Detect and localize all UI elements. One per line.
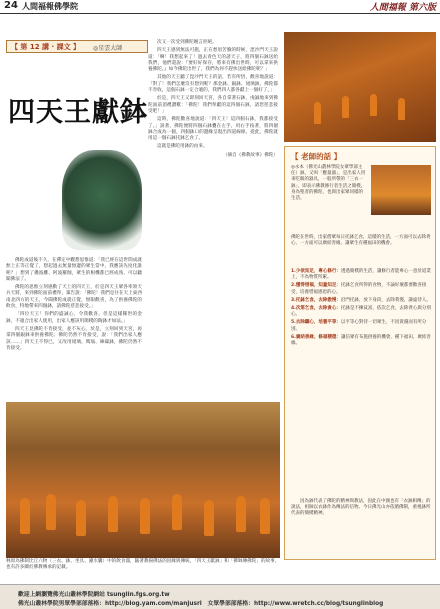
article-column-1 [6, 258, 142, 354]
paragraph: 四天王見佛陀不肯接受，並不灰心，於是，立刻回到天宮，再拿四個銀鉢來供養佛陀；佛陀仍然不肯接受，說：「我們出家人應該……」四天王不得已，又改用琉璃、瑪瑙、硨磲鉢，佛陀仍然不肯接受。 [6, 326, 142, 351]
paragraph: 「四位天王！你們的盛誠心，令我歡喜。但是這樣稀世的金鉢，不適合出家人使用，出家人應該用簡樸的陶鉢才如法。」 [6, 312, 142, 324]
monks-photo-top [284, 32, 436, 142]
list-item-title: 3.托鉢乞食，去除傲慢： [291, 297, 341, 303]
monk-figure [260, 498, 270, 534]
lesson-box [6, 40, 148, 53]
teacher-intro-2: 佛陀在世時，出家僧眾每日托鉢乞食，這樣的生活，一方面可以去除貪心，一方面可以廣結善緣，讓眾生有種福田的機會。 [291, 235, 431, 247]
list-item [291, 320, 431, 332]
photo-caption: 林原為佛制比丘六物（三衣、鉢、坐具、濾水囊）中的飲食器，隨著教揚佛法的因緣與傳統，「四天王獻鉢」和「佛缽傳佛陀」的故事，也有許多關於佛教傳承的記載。 [6, 559, 280, 570]
monk-figure [236, 496, 246, 532]
list-item [291, 269, 431, 281]
teacher-points-list [291, 269, 431, 349]
footer-blog-line[interactable]: 佛光山叢林學院男眾學部部落格：http://blog.yam.com/manjusri 女眾學部部落格：http://www.wretch.cc/blog/tsunglinblog [18, 601, 384, 607]
list-item-title: 4.次第乞食，去除貪心： [291, 306, 341, 312]
monk-figure [108, 496, 118, 532]
paragraph: 次又一次受到佛陀婉言拒絕。 [157, 40, 217, 45]
list-item [291, 298, 431, 304]
monk-figure [172, 494, 182, 530]
list-item-text: 讓信眾有布施供養的機會，種下福田，廣結善緣。 [291, 334, 431, 347]
source-note: （摘自《佛教故事》佛陀） [222, 152, 278, 158]
teacher-outro: 因為鉢代表了佛陀的精神與教法，因此在中國也有「衣鉢相傳」的說法，祖師以衣鉢作為傳法的信物。今日佛光山亦依循佛制，重視鉢所代表的簡樸精神。 [291, 499, 431, 517]
monk-figure [342, 96, 349, 118]
paragraph: 這時，佛陀歡喜地說道：「四天王！這四個石鉢，我都接受了。」說著，佛陀便將四個石鉢疊在左手，用右手按著，將四個鉢合成為一個，四個鉢口的邊緣呈現出四道線條。從此，佛陀就用這一個石鉢托鉢乞食了。 [148, 117, 278, 142]
paragraph: 佛陀的思惟立刻感動了天上的四天王，於是四天王眾各率領天兵天將，來到佛陀面前禮拜，稟告說：「佛陀！我們是住在天上東西南北四方的天王，今聞佛陀成就正覺，無限歡喜，為了供養佛陀的飲食，特地帶來四個鉢，請佛陀慈悲接受。」 [6, 285, 142, 310]
monk-figure [140, 498, 150, 534]
statue-image [62, 150, 142, 250]
page-footer [0, 584, 440, 609]
paragraph: 於是，四天王又即刻回天宮，各自拿著石鉢，虔誠地來到佛陀面前頂禮讚歎：「佛陀！我們奉獻的這四個石鉢，請您慈悲接受吧！」 [148, 96, 278, 114]
list-item-title: 5.去除驕心，培養平等： [291, 320, 341, 326]
monk-figure [370, 94, 377, 116]
list-item-title: 2.懂得惜福，知量知足： [291, 283, 341, 289]
list-item [291, 306, 431, 318]
monk-figure [204, 500, 214, 536]
paragraph: 四天王感到無法可施，正在愁眉苦臉的時候，毘沙門天王說道：「啊！我想起來了！過去青色天的諸天子，將四個石鉢送給我們，他們還說：『要好好保存，將來有佛出世時，可以拿來供養佛陀。』如今佛陀出世了，我們為何不趕快送給佛陀呢？」 [148, 48, 278, 73]
article-title: 四天王獻鉢 [8, 97, 148, 128]
list-item-text: 以平等心對待一切眾生，不因貴賤而有所分別。 [291, 320, 427, 332]
article-column-2 [148, 40, 278, 161]
list-item-title: 6.廣結善緣，修福積德： [291, 334, 341, 340]
newspaper-brand: 人間福報 第六版 [369, 3, 436, 13]
teacher-intro: ◎永本（佛光山叢林學院女眾學部主任）鉢，又叫「應量器」，是出家人用來吃飯的器具，一般所帶的「三衣一鉢」，即表示佛教修行者生活之簡樸，身為聖者的佛陀，也與出家眾同樣的生活。 [291, 165, 366, 202]
list-item [291, 283, 431, 295]
list-item-text: 沿門托鉢，放下身段，去除我慢，謙虛待人。 [340, 297, 431, 303]
paragraph: 其他的天王聽了毘沙門天王的話，若有所悟，歡喜地說道：「對了！我們怎麼沒有想到呢？那金鉢、銀鉢、琉璃鉢，佛陀都不肯收，這個石鉢一定合適的，我們四人都各獻上一個好了。」 [148, 75, 278, 94]
procession-photo [6, 402, 280, 558]
paragraph: 這就是佛陀用鉢的由來。 [157, 144, 208, 150]
page-number: 24 [4, 0, 18, 11]
list-item-text: 托鉢是不揀貧富，依次乞食，去除貪心與分別心。 [291, 306, 431, 318]
publication-name: 人間福報佛學院 [22, 2, 78, 11]
monk-figure [46, 494, 56, 530]
list-item [291, 335, 431, 347]
list-item-text: 托鉢乞食所得的食物，不論好壞都要歡喜接受，培養惜福感恩的心。 [291, 283, 427, 295]
monk-figure [20, 498, 30, 534]
list-item-title: 1.少欲知足，專心修行： [291, 269, 341, 274]
paragraph: 佛陀成道後不久，在禪定中觀想思惟道：「我已經在這世間成就無上正等正覺了，想起過去無量無邊的眾生當中，我應該先度化誰呢？」想到了優波離、阿波羅伽，眾生的根機都已經成熟，可以聽聞佛法了。 [6, 258, 142, 282]
monk-figure [314, 102, 321, 124]
page-header [0, 0, 440, 14]
monk-figure [398, 98, 405, 120]
list-item-text: 透過簡樸的生活，讓修行者能專心一意於道業上，不為物質所累。 [291, 269, 431, 281]
teacher-notes-box [284, 146, 436, 560]
footer-website-line[interactable]: 歡迎上網瀏覽佛光山叢林學院網站 tsunglin.fgs.org.tw [18, 592, 170, 598]
author: ◎星雲大師 [93, 45, 123, 52]
monk-figure [76, 500, 86, 536]
lesson-tag: 【 第 12 講 · 課文 】 [11, 43, 81, 51]
teacher-notes-heading: 【 老師的話 】 [291, 152, 342, 161]
teacher-photo [371, 165, 431, 215]
